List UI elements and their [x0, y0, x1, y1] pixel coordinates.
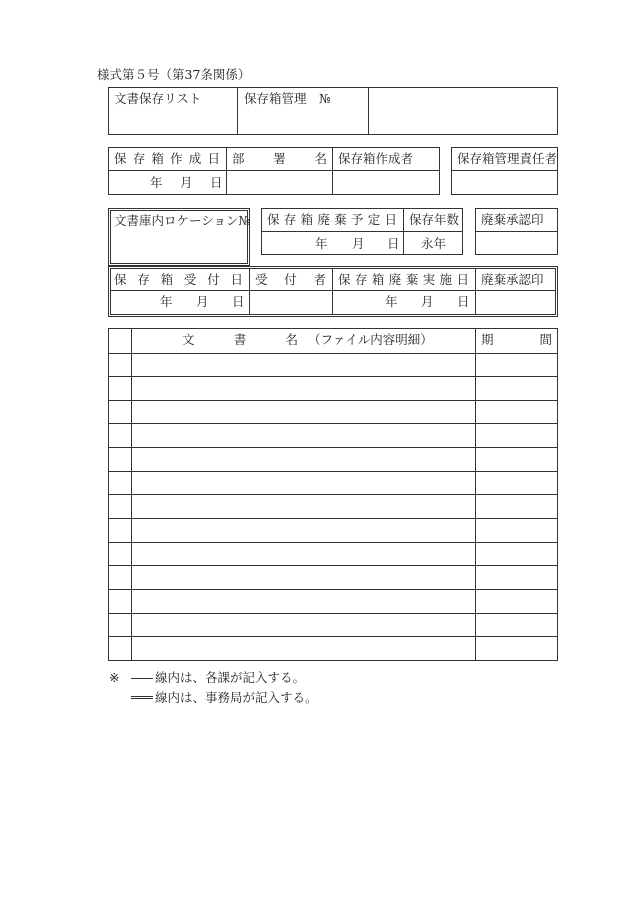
label-char: 付 — [207, 272, 220, 287]
note-double-line: 線内は、事務局が記入する。 — [155, 690, 318, 705]
label-char: 日 — [456, 272, 469, 287]
label-char: 部 — [232, 151, 245, 166]
single-line-sample — [131, 678, 153, 679]
date-month: 月 — [352, 236, 365, 251]
table-row[interactable] — [109, 376, 557, 377]
approval-stamp-field[interactable] — [477, 292, 554, 313]
label-char: 廃 — [317, 212, 330, 227]
document-table — [108, 328, 558, 661]
label-char: 日 — [384, 212, 397, 227]
divider — [475, 231, 558, 232]
disposal-done-label — [338, 274, 469, 287]
dept-label — [232, 153, 327, 166]
label-char: 付 — [284, 272, 297, 287]
label-char: 受 — [255, 272, 268, 287]
date-year: 年 — [160, 294, 173, 309]
table-row[interactable] — [109, 565, 557, 566]
table-row[interactable] — [109, 423, 557, 424]
dept-field[interactable] — [228, 172, 330, 193]
table-row[interactable] — [109, 353, 557, 354]
label-char: 日 — [207, 151, 220, 166]
received-date-label — [114, 274, 243, 287]
label-char: 箱 — [371, 272, 385, 287]
label-char: 名 — [285, 332, 298, 347]
divider — [249, 269, 250, 314]
divider — [475, 269, 476, 314]
creator-label: 保存箱作成者 — [338, 151, 414, 166]
list-title: 文書保存リスト — [114, 91, 202, 106]
created-date-label — [114, 153, 220, 166]
label-char: 署 — [273, 151, 286, 166]
label-char: 受 — [183, 272, 197, 287]
label-char: 定 — [367, 212, 381, 227]
divider — [332, 269, 333, 314]
label-char: 実 — [422, 272, 436, 287]
divider — [131, 328, 132, 661]
label-char: 成 — [188, 151, 202, 166]
label-char: 施 — [439, 272, 453, 287]
label-char: 保 — [114, 272, 127, 287]
creator-field[interactable] — [334, 172, 438, 193]
date-year: 年 — [150, 175, 163, 190]
date-day: 日 — [232, 294, 245, 309]
label-char: 存 — [354, 272, 368, 287]
table-row[interactable] — [109, 613, 557, 614]
label-char: 保 — [338, 272, 351, 287]
approval-label: 廃棄承認印 — [481, 212, 544, 227]
period-header — [481, 334, 552, 347]
date-day: 日 — [387, 236, 400, 251]
label-char: 箱 — [151, 151, 164, 166]
label-char: 存 — [137, 272, 150, 287]
divider — [368, 87, 369, 135]
divider — [111, 290, 555, 291]
box-mgmt-no-field[interactable] — [372, 92, 552, 130]
double-line-sample — [131, 696, 153, 699]
date-year: 年 — [385, 294, 398, 309]
label-char: 箱 — [300, 212, 314, 227]
approval-stamp-field[interactable] — [477, 233, 556, 253]
divider — [403, 208, 404, 255]
disposal-date-label — [267, 214, 397, 227]
date-day: 日 — [457, 294, 470, 309]
label-char: 者 — [313, 272, 326, 287]
label-char: 廃 — [388, 272, 402, 287]
box-mgmt-no-label: 保存箱管理 № — [244, 91, 331, 106]
label-char: 棄 — [405, 272, 419, 287]
table-row[interactable] — [109, 400, 557, 401]
label-char: 書 — [233, 332, 247, 347]
receiver-field[interactable] — [251, 292, 330, 313]
date-day: 日 — [210, 175, 223, 190]
date-month: 月 — [421, 294, 434, 309]
divider — [108, 170, 440, 171]
label-char: 間 — [539, 332, 552, 347]
note-single-line: 線内は、各課が記入する。 — [155, 670, 306, 685]
divider — [332, 147, 333, 195]
label-char: 保 — [114, 151, 127, 166]
label-char: 存 — [132, 151, 146, 166]
table-row[interactable] — [109, 589, 557, 590]
location-label: 文書庫内ロケーション№ — [114, 213, 251, 228]
label-char: 存 — [283, 212, 297, 227]
retention-label: 保存年数 — [409, 212, 460, 227]
table-row[interactable] — [109, 636, 557, 637]
label-char: 文 — [182, 332, 195, 347]
table-row[interactable] — [109, 447, 557, 448]
label-char: 棄 — [334, 212, 347, 227]
label-char: 予 — [350, 212, 364, 227]
doc-name-header — [182, 334, 298, 347]
label-char: 作 — [170, 151, 183, 166]
date-month: 月 — [180, 175, 193, 190]
label-char: 期 — [481, 332, 494, 347]
date-month: 月 — [196, 294, 209, 309]
manager-label: 保存箱管理責任者 — [457, 151, 558, 166]
doc-name-subheader: （ファイル内容明細） — [308, 332, 433, 347]
approval-label: 廃棄承認印 — [481, 272, 544, 287]
label-char: 名 — [314, 151, 327, 166]
label-char: 日 — [230, 272, 243, 287]
label-char: 箱 — [160, 272, 174, 287]
divider — [475, 328, 476, 661]
table-row[interactable] — [109, 518, 557, 519]
divider — [237, 87, 238, 135]
divider — [261, 231, 463, 232]
table-row[interactable] — [109, 471, 557, 472]
receiver-label — [255, 274, 326, 287]
retention-value: 永年 — [421, 236, 447, 251]
date-year: 年 — [315, 236, 328, 251]
table-row[interactable] — [109, 542, 557, 543]
manager-field[interactable] — [453, 172, 556, 193]
divider — [226, 147, 227, 195]
divider — [451, 170, 558, 171]
label-char: 保 — [267, 212, 280, 227]
table-row[interactable] — [109, 494, 557, 495]
note-mark: ※ — [109, 670, 120, 685]
form-number: 様式第５号（第37条関係） — [97, 67, 251, 82]
